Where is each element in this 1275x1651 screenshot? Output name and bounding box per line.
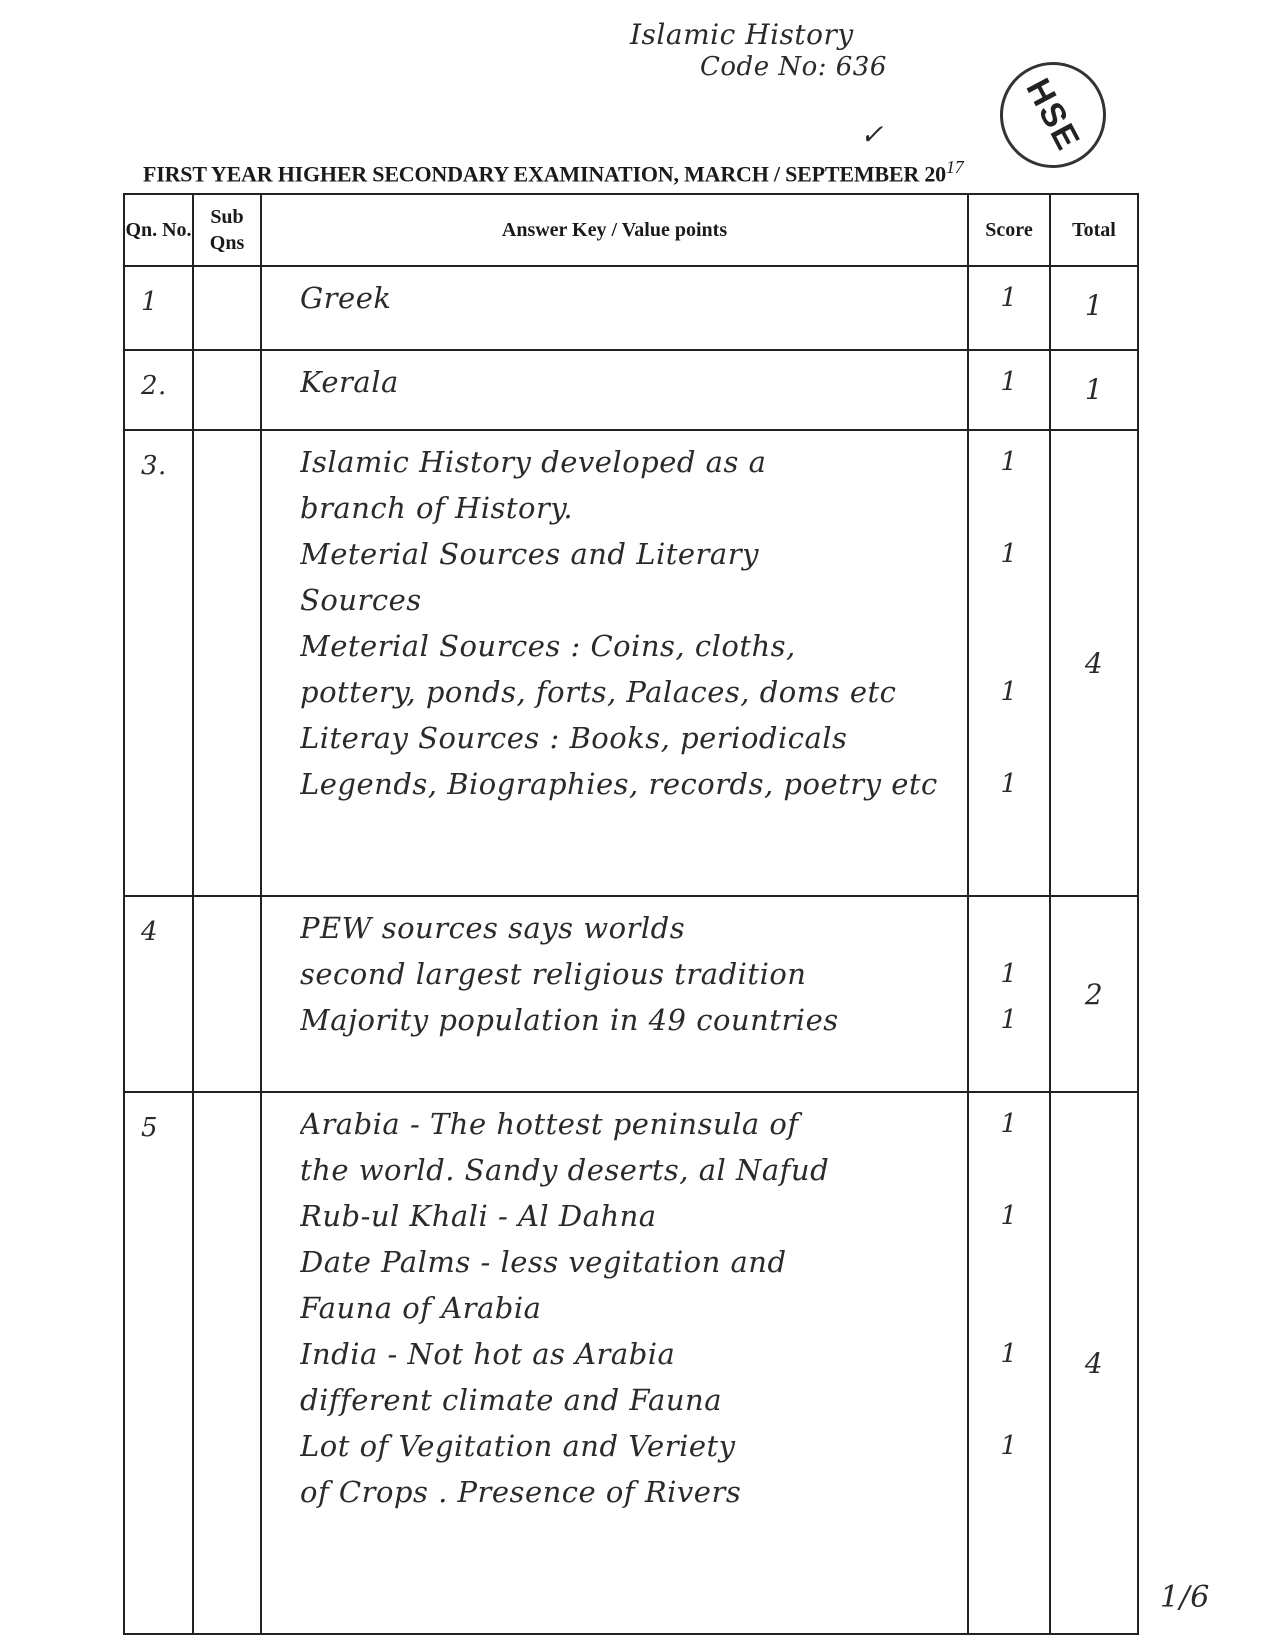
score-cell	[968, 1092, 1050, 1634]
answer-line: the world. Sandy deserts, al Nafud	[300, 1153, 830, 1187]
check-mark-icon: ✓	[860, 118, 884, 151]
column-header-score: Score	[968, 194, 1050, 266]
question-number: 3.	[124, 430, 193, 896]
answer-line: Rub-ul Khali - Al Dahna	[300, 1199, 657, 1233]
answer-cell	[261, 1092, 968, 1634]
question-number: 5	[124, 1092, 193, 1634]
total-cell: 4	[1050, 430, 1138, 896]
column-header-sub: Sub Qns	[193, 194, 261, 266]
code-number: Code No: 636	[700, 52, 887, 82]
score-mark: 1	[1000, 1431, 1018, 1461]
score-mark: 1	[1000, 539, 1018, 569]
answer-line: Date Palms - less vegitation and	[300, 1245, 787, 1279]
total-cell: 1	[1050, 350, 1138, 430]
table-row	[124, 896, 1138, 1092]
sub-question	[193, 1092, 261, 1634]
score-mark	[969, 623, 1049, 669]
column-header-total: Total	[1050, 194, 1138, 266]
score-mark	[969, 1377, 1049, 1423]
score-mark: 1	[1000, 1005, 1018, 1035]
answer-line: Greek	[300, 281, 392, 315]
total-cell: 4	[1050, 1092, 1138, 1634]
score-mark: 1	[1000, 677, 1018, 707]
question-number: 1	[124, 266, 193, 350]
answer-line: Islamic History developed as a	[300, 445, 767, 479]
score-mark: 1	[1000, 959, 1018, 989]
total-cell: 2	[1050, 896, 1138, 1092]
answer-line: Fauna of Arabia	[300, 1291, 542, 1325]
answer-line: Arabia - The hottest peninsula of	[300, 1107, 799, 1141]
sub-question	[193, 350, 261, 430]
column-header-qn: Qn. No.	[124, 194, 193, 266]
answer-cell	[261, 350, 968, 430]
answer-cell	[261, 430, 968, 896]
hse-stamp	[981, 43, 1124, 186]
table-row	[124, 266, 1138, 350]
answer-line: branch of History.	[300, 491, 574, 525]
answer-line: Lot of Vegitation and Veriety	[300, 1429, 736, 1463]
table-row	[124, 350, 1138, 430]
score-mark	[969, 1239, 1049, 1285]
answer-line: pottery, ponds, forts, Palaces, doms etc	[300, 675, 897, 709]
score-mark	[969, 1285, 1049, 1331]
score-mark: 1	[1000, 1201, 1018, 1231]
score-mark	[969, 715, 1049, 761]
answer-cell	[261, 266, 968, 350]
score-mark	[969, 1469, 1049, 1515]
answer-line: Sources	[300, 583, 422, 617]
answer-line: Kerala	[300, 365, 399, 399]
answer-line: Literay Sources : Books, periodicals	[300, 721, 848, 755]
sub-question	[193, 430, 261, 896]
table-row	[124, 1092, 1138, 1634]
answer-cell	[261, 896, 968, 1092]
answer-line: Majority population in 49 countries	[300, 1003, 839, 1037]
answer-line: Legends, Biographies, records, poetry etc	[300, 767, 938, 801]
exam-title-text: FIRST YEAR HIGHER SECONDARY EXAMINATION, MARCH / SEPTEMBER 20	[143, 161, 946, 187]
score-mark: 1	[1000, 367, 1018, 397]
table-header-row	[124, 194, 1138, 266]
score-cell	[968, 266, 1050, 350]
answer-key-table	[123, 193, 1139, 1635]
total-cell: 1	[1050, 266, 1138, 350]
score-mark: 1	[1000, 1339, 1018, 1369]
column-header-answer: Answer Key / Value points	[261, 194, 968, 266]
score-mark: 1	[1000, 447, 1018, 477]
score-mark: 1	[1000, 769, 1018, 799]
score-mark	[969, 577, 1049, 623]
stamp-text: HSE	[1018, 72, 1089, 158]
answer-line: PEW sources says worlds	[300, 911, 686, 945]
answer-line: India - Not hot as Arabia	[300, 1337, 676, 1371]
answer-line: of Crops . Presence of Rivers	[300, 1475, 742, 1509]
question-number: 4	[124, 896, 193, 1092]
table-row	[124, 430, 1138, 896]
answer-line: Meterial Sources and Literary	[300, 537, 759, 571]
exam-year: 17	[945, 157, 964, 177]
answer-line: second largest religious tradition	[300, 957, 807, 991]
subject-heading: Islamic History	[630, 18, 854, 51]
page-number: 1/6	[1160, 1580, 1210, 1615]
score-mark: 1	[1000, 1109, 1018, 1139]
score-cell	[968, 430, 1050, 896]
answer-line: different climate and Fauna	[300, 1383, 722, 1417]
sub-question	[193, 896, 261, 1092]
sub-question	[193, 266, 261, 350]
score-cell	[968, 350, 1050, 430]
exam-title	[143, 157, 964, 187]
answer-line: Meterial Sources : Coins, cloths,	[300, 629, 796, 663]
score-mark	[969, 905, 1049, 951]
question-number: 2.	[124, 350, 193, 430]
score-mark: 1	[1000, 283, 1018, 313]
score-mark	[969, 485, 1049, 531]
score-mark	[969, 1147, 1049, 1193]
score-cell	[968, 896, 1050, 1092]
